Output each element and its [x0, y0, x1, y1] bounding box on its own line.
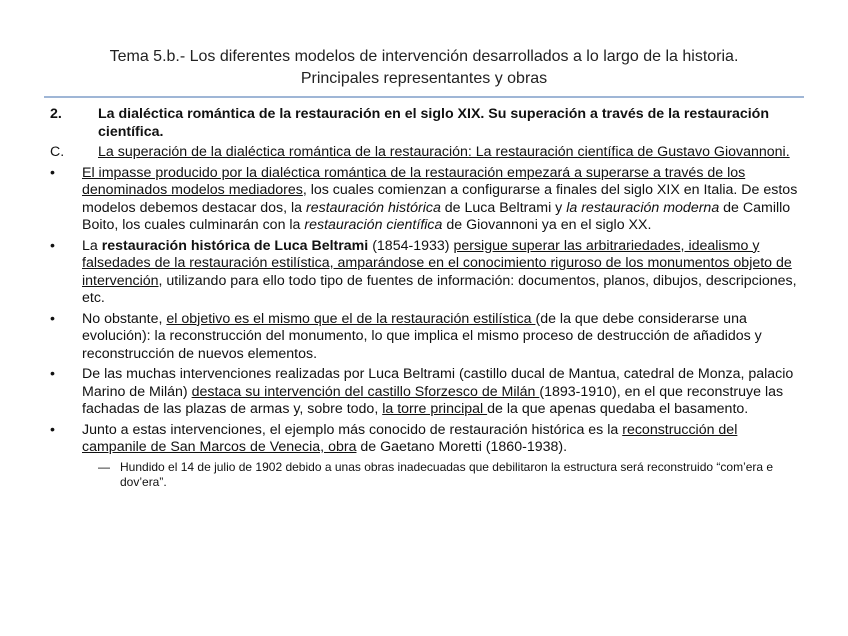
- text-span: De las muchas intervenciones realizadas por Luca Beltrami (castillo ducal de Mantua, catedral de Monza, palacio Marino de Milán): [82, 366, 794, 400]
- bullet-marker: •: [50, 366, 55, 382]
- text-span: de Gaetano Moretti (1860-1938).: [356, 439, 568, 455]
- section-number: 2.: [50, 106, 62, 122]
- bullet-text: [82, 311, 798, 364]
- text-span: de Camillo Boito, los cuales culminarán con la: [82, 199, 791, 233]
- text-span: La: [82, 237, 102, 254]
- text-span: (de la que debe considerarse una evolución): la reconstrucción del monumento, lo que implica el mismo proceso de destrucción de añadidos y reconstrucción de nuevos elementos.: [82, 310, 762, 362]
- underlined-text: destaca su intervención del castillo Sforzesco de Milán: [191, 383, 540, 400]
- slide-title-line1: Tema 5.b.- Los diferentes modelos de intervención desarrollados a lo largo de la historia.: [109, 48, 739, 65]
- bullet-item-1: [50, 165, 798, 235]
- bullet-text: [82, 165, 798, 235]
- section-heading: [50, 106, 798, 141]
- text-span: Junto a estas intervenciones, el ejemplo más conocido de restauración histórica es la: [82, 421, 623, 438]
- slide-body: [50, 106, 798, 490]
- text-span: (1893-1910), en el que reconstruye las fachadas de las plazas de armas y, sobre todo,: [82, 383, 784, 417]
- bullet-text: [82, 366, 798, 419]
- underlined-text: el objetivo es el mismo que el de la restauración estilística: [166, 310, 536, 327]
- underlined-text: persigue superar las arbitrariedades, idealismo y falsedades de la restauración estilística, amparándose en el conocimiento riguroso de los monumentos objeto de intervención: [82, 237, 792, 289]
- subsection-heading-text: La superación de la dialéctica romántica de la restauración: La restauración científica de Gustavo Giovannoni.: [98, 144, 790, 160]
- subsection-letter: C.: [50, 144, 65, 160]
- section-heading-text: La dialéctica romántica de la restauración en el siglo XIX. Su superación a través de la restauración científica.: [98, 106, 770, 140]
- italic-text: la restauración moderna: [566, 199, 720, 216]
- bullet-text: [82, 238, 798, 308]
- subsection-heading: [50, 144, 798, 162]
- text-span: (1854-1933): [368, 237, 454, 254]
- sub-bullet-item: [98, 460, 798, 490]
- text-span: , los cuales comienzan a configurarse a finales del siglo XIX en Italia. De estos modelos debemos destacar dos, la: [82, 182, 798, 216]
- underlined-text: la torre principal: [382, 401, 488, 417]
- bullet-item-4: [50, 366, 798, 419]
- sub-bullet-marker: —: [98, 459, 110, 474]
- italic-text: restauración científica: [304, 217, 443, 233]
- bullet-marker: •: [50, 237, 55, 254]
- sub-bullet-text: Hundido el 14 de julio de 1902 debido a unas obras inadecuadas que debilitaron la estructura será reconstruido “com’era e dov’era”.: [120, 459, 774, 489]
- bullet-item-2: [50, 238, 798, 308]
- slide-title: [40, 46, 808, 90]
- text-span: de Luca Beltrami y: [440, 199, 567, 216]
- bullet-marker: •: [50, 310, 55, 327]
- bullet-marker: •: [50, 421, 55, 438]
- bold-text: restauración histórica de Luca Beltrami: [101, 237, 369, 254]
- bullet-text: [82, 422, 798, 457]
- bullet-item-3: [50, 311, 798, 364]
- italic-text: restauración histórica: [305, 199, 441, 216]
- slide-title-line2: Principales representantes y obras: [300, 70, 548, 87]
- text-span: de Giovannoni ya en el siglo XX.: [442, 217, 652, 233]
- underlined-text: reconstrucción del campanile de San Marcos de Venecia, obra: [82, 421, 738, 455]
- underlined-text: El impasse producido por la dialéctica romántica de la restauración empezará a superarse a través de los denominados modelos mediadores: [82, 164, 746, 198]
- bullet-marker: •: [50, 164, 55, 181]
- bullet-item-5: [50, 422, 798, 457]
- title-divider: [44, 96, 804, 98]
- text-span: No obstante,: [82, 310, 167, 327]
- text-span: , utilizando para ello todo tipo de fuentes de información: documentos, planos, dibujos, descripciones, etc.: [82, 272, 797, 306]
- text-span: de la que apenas quedaba el basamento.: [487, 401, 749, 417]
